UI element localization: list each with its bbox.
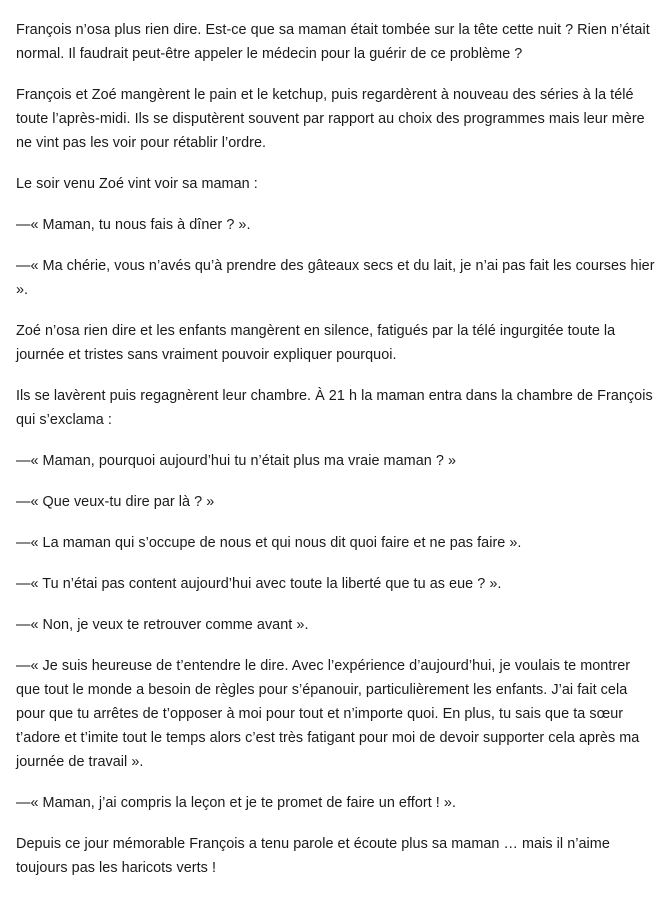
paragraph-2: François et Zoé mangèrent le pain et le ketchup, puis regardèrent à nouveau des séries à la télé toute l’après-midi. Ils se disputèrent souvent par rapport au choix des programmes mais leur mère ne vint pas les voir pour rétablir l’ordre. xyxy=(16,87,645,151)
dialogue-line: —« Maman, pourquoi aujourd’hui tu n’était plus ma vraie maman ? » xyxy=(16,453,456,469)
paragraph-3: Le soir venu Zoé vint voir sa maman : xyxy=(16,176,258,192)
dialogue-line: —« Maman, j’ai compris la leçon et je te promet de faire un effort ! ». xyxy=(16,795,457,811)
dialogue-line: —« Tu n’étai pas content aujourd’hui avec toute la liberté que tu as eue ? ». xyxy=(16,576,502,592)
dialogue-line: —« La maman qui s’occupe de nous et qui nous dit quoi faire et ne pas faire ». xyxy=(16,535,522,551)
dialogue-line: —« Que veux-tu dire par là ? » xyxy=(16,494,215,510)
document-body xyxy=(16,18,656,897)
dialogue-line: —« Non, je veux te retrouver comme avant ». xyxy=(16,617,309,633)
paragraph-6: Zoé n’osa rien dire et les enfants mangèrent en silence, fatigués par la télé ingurgitée toute la journée et tristes sans vraiment pouvoir expliquer pourquoi. xyxy=(16,323,616,363)
dialogue-line: —« Ma chérie, vous n’avés qu’à prendre des gâteaux secs et du lait, je n’ai pas fait les courses hier ». xyxy=(16,258,655,298)
paragraph-1: François n’osa plus rien dire. Est-ce que sa maman était tombée sur la tête cette nuit ? Rien n’était normal. Il faudrait peut-être appeler le médecin pour la guérir de ce problème ? xyxy=(16,22,650,62)
dialogue-line: —« Maman, tu nous fais à dîner ? ». xyxy=(16,217,251,233)
dialogue-line: —« Je suis heureuse de t’entendre le dire. Avec l’expérience d’aujourd’hui, je voulais te montrer que tout le monde a besoin de règles pour s’épanouir, particulièrement les enfants. J’ai fait cela pour que tu arrêtes de t’opposer à moi pour tout et n’importe quoi. En plus, tu sais que ta sœur t’adore et t’imite tout le temps alors c’est très fatigant pour moi de devoir supporter cela après ma journée de travail ». xyxy=(16,658,640,770)
paragraph-7: Ils se lavèrent puis regagnèrent leur chambre. À 21 h la maman entra dans la chambre de François qui s’exclama : xyxy=(16,388,653,428)
paragraph-final: Depuis ce jour mémorable François a tenu parole et écoute plus sa maman … mais il n’aime toujours pas les haricots verts ! xyxy=(16,836,610,876)
